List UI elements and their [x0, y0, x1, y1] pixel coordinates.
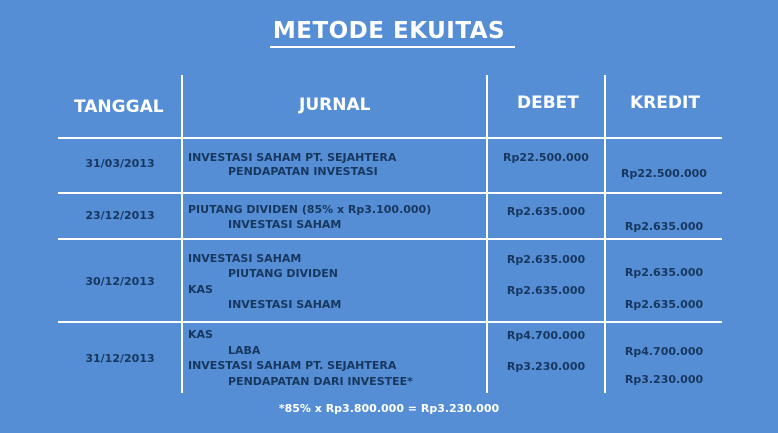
kredit-amount: Rp4.700.000	[624, 345, 704, 358]
grid-hline-4	[58, 321, 722, 323]
row-date: 30/12/2013	[85, 275, 155, 288]
debet-amount: Rp22.500.000	[503, 151, 589, 164]
journal-account: LABA	[228, 344, 261, 357]
journal-account: KAS	[188, 328, 213, 341]
row-date: 31/03/2013	[85, 157, 155, 170]
kredit-amount: Rp2.635.000	[624, 220, 704, 233]
grid-vline-2	[486, 75, 488, 393]
grid-hline-1	[58, 137, 722, 139]
title-underline	[270, 46, 515, 48]
journal-account: INVESTASI SAHAM	[188, 252, 302, 265]
row-date: 23/12/2013	[85, 209, 155, 222]
page-title: METODE EKUITAS	[272, 18, 506, 44]
debet-amount: Rp2.635.000	[506, 205, 586, 218]
header-tanggal: TANGGAL	[74, 97, 164, 117]
kredit-amount: Rp22.500.000	[621, 167, 707, 180]
row-date: 31/12/2013	[85, 352, 155, 365]
journal-account: INVESTASI SAHAM	[228, 298, 342, 311]
debet-amount: Rp4.700.000	[506, 329, 586, 342]
debet-amount: Rp2.635.000	[506, 253, 586, 266]
footnote: *85% x Rp3.800.000 = Rp3.230.000	[278, 402, 500, 415]
header-kredit: KREDIT	[630, 93, 700, 113]
kredit-amount: Rp3.230.000	[624, 373, 704, 386]
grid-hline-2	[58, 192, 722, 194]
journal-account: PENDAPATAN DARI INVESTEE*	[228, 375, 413, 388]
journal-account: INVESTASI SAHAM PT. SEJAHTERA	[188, 359, 397, 372]
journal-account: INVESTASI SAHAM PT. SEJAHTERA	[188, 151, 397, 164]
kredit-amount: Rp2.635.000	[624, 266, 704, 279]
journal-account: PIUTANG DIVIDEN (85% x Rp3.100.000)	[188, 203, 432, 216]
journal-account: PIUTANG DIVIDEN	[228, 267, 338, 280]
journal-account: INVESTASI SAHAM	[228, 218, 342, 231]
header-jurnal: JURNAL	[299, 95, 371, 115]
grid-vline-1	[181, 75, 183, 393]
kredit-amount: Rp2.635.000	[624, 298, 704, 311]
journal-account: PENDAPATAN INVESTASI	[228, 165, 378, 178]
header-debet: DEBET	[517, 93, 579, 113]
debet-amount: Rp2.635.000	[506, 284, 586, 297]
grid-hline-3	[58, 238, 722, 240]
debet-amount: Rp3.230.000	[506, 360, 586, 373]
journal-account: KAS	[188, 283, 213, 296]
